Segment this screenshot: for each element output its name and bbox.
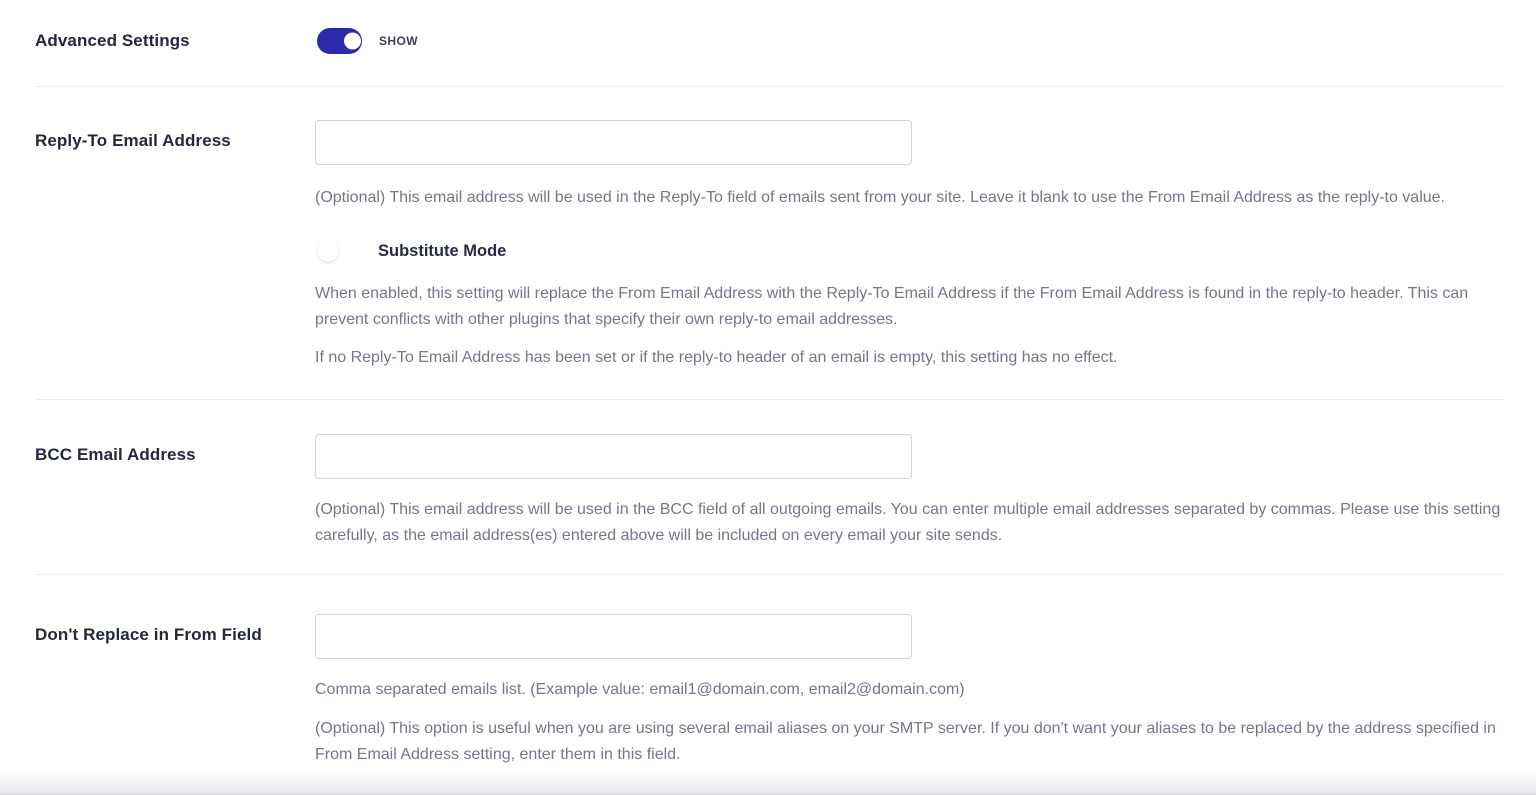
substitute-mode-label: Substitute Mode (378, 241, 507, 260)
bcc-label-col (35, 434, 315, 465)
advanced-settings-toggle-label: SHOW (379, 34, 418, 48)
advanced-settings-control (315, 26, 1505, 56)
substitute-mode-toggle[interactable] (315, 238, 361, 264)
bcc-label: BCC Email Address (35, 445, 196, 464)
dont-replace-control (315, 614, 1505, 768)
reply-to-help: (Optional) This email address will be used in the Reply-To field of emails sent from your site. Leave it blank to use the From Email Address as the reply-to value. (315, 189, 1445, 206)
bottom-edge (0, 769, 1536, 795)
advanced-settings-label: Advanced Settings (35, 31, 190, 50)
bcc-help: (Optional) This email address will be used in the BCC field of all outgoing emails. You can enter multiple email addresses separated by commas. Please use this setting carefully, as the email address(es) entered above will be included on every email your site sends. (315, 501, 1501, 544)
advanced-settings-row (0, 0, 1536, 86)
reply-to-label-col (35, 120, 315, 151)
dont-replace-hint: Comma separated emails list. (Example value: email1@domain.com, email2@domain.com) (315, 681, 965, 698)
substitute-mode-description: When enabled, this setting will replace the From Email Address with the Reply-To Email Address if the From Email Address is found in the reply-to header. This can prevent conflicts with other plugins that specify their own reply-to email addresses. (315, 285, 1469, 328)
substitute-mode-row (315, 238, 1505, 264)
toggle-track (317, 28, 362, 54)
reply-to-control (315, 120, 1505, 371)
dont-replace-help: (Optional) This option is useful when you are using several email aliases on your SMTP server. If you don't want your aliases to be replaced by the address specified in From Email Address setting, enter them in this field. (315, 720, 1496, 763)
bcc-row (0, 400, 1536, 574)
bcc-control (315, 434, 1505, 549)
dont-replace-row (0, 575, 1536, 768)
substitute-mode-note: If no Reply-To Email Address has been set or if the reply-to header of an email is empty, this setting has no effect. (315, 349, 1118, 366)
dont-replace-input[interactable] (315, 614, 912, 659)
dont-replace-label-col (35, 614, 315, 645)
toggle-track (315, 238, 361, 264)
bcc-input[interactable] (315, 434, 912, 479)
reply-to-row (0, 87, 1536, 399)
advanced-settings-toggle[interactable] (315, 26, 364, 56)
toggle-knob (317, 240, 339, 262)
reply-to-input[interactable] (315, 120, 912, 165)
toggle-knob (344, 33, 361, 50)
reply-to-label: Reply-To Email Address (35, 131, 231, 150)
dont-replace-label: Don't Replace in From Field (35, 625, 262, 644)
advanced-settings-label-col (35, 31, 315, 51)
